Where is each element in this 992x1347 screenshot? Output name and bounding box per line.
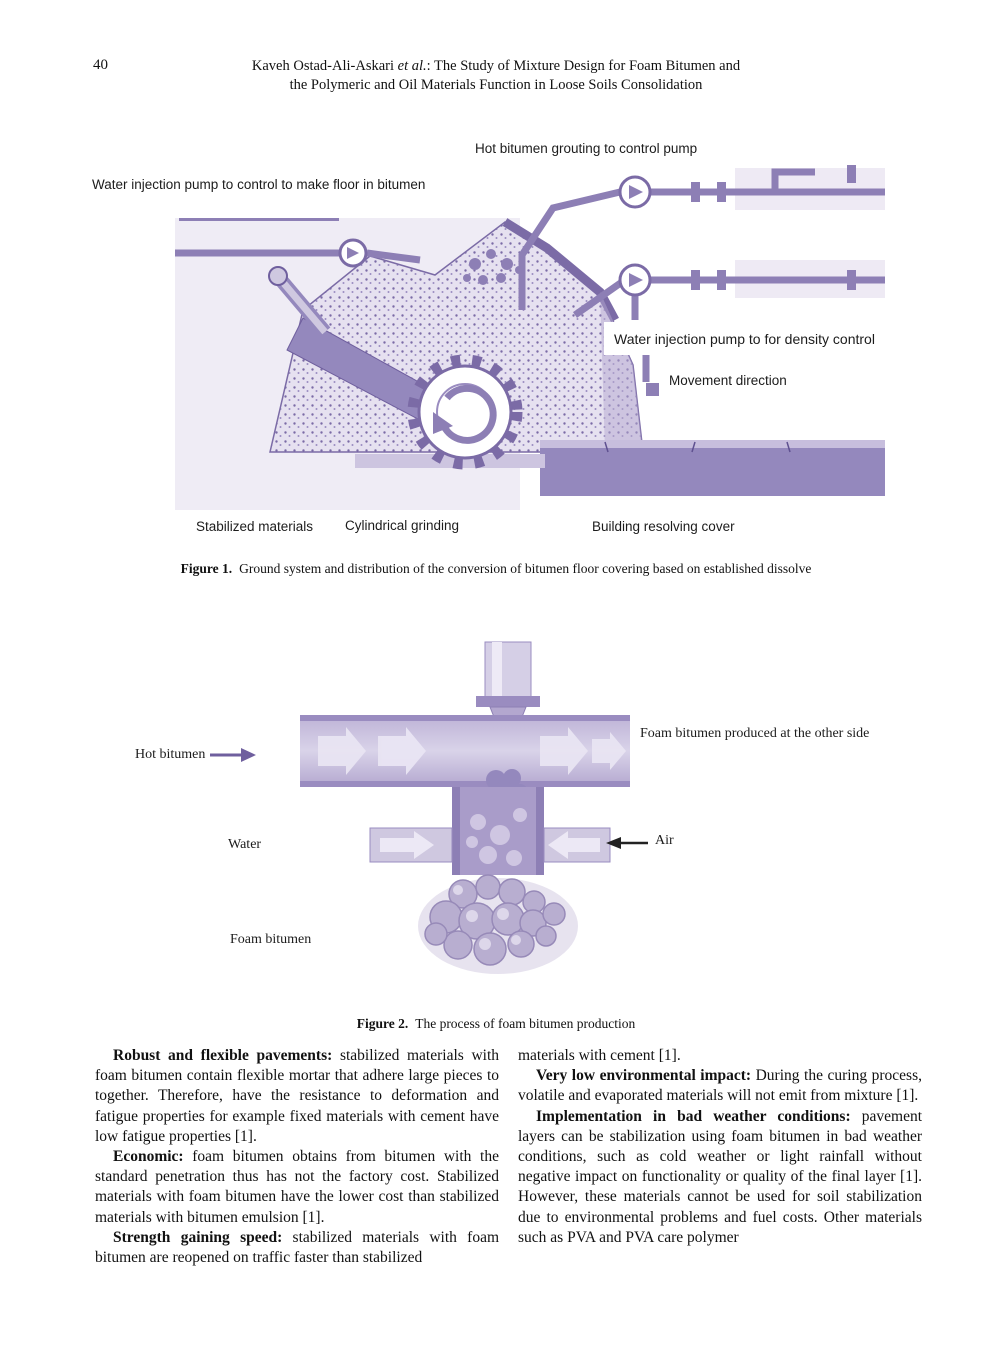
water-pipe: [370, 828, 452, 862]
air-arrow-icon: [606, 836, 648, 850]
paragraph-strength-speed: [95, 1228, 499, 1268]
paragraph-text: materials with cement [1].: [518, 1047, 681, 1064]
running-head: [20, 57, 972, 95]
figure2-caption-text: The process of foam bitumen production: [415, 1016, 636, 1031]
figure2-label-water: Water: [228, 837, 262, 852]
paragraph-text: pavement layers can be stabilization using foam bitumen in bad weather conditions, such as cold weather or light rainfall without negative impact on functionality or quality of the final layer [1]. However, these materials cannot be used for soil stabilization due to environmental problems and fuel costs. Other materials such as PVA and PVA care polymer: [518, 1107, 922, 1246]
paragraph-lead: Very low environmental impact:: [536, 1067, 752, 1085]
figure2-caption-label: Figure 2.: [356, 1016, 409, 1031]
figure1-label-water-injection-floor: Water injection pump to control to make floor in bitumen: [92, 177, 426, 192]
paragraph-continuation: [518, 1046, 922, 1066]
figure1-caption: [0, 561, 992, 577]
figure1-caption-text: Ground system and distribution of the conversion of bitumen floor covering based on established dissolve: [239, 561, 812, 576]
pump-left: [340, 240, 366, 266]
figure2-label-air: Air: [655, 833, 674, 848]
paragraph-text: foam bitumen obtains from bitumen with the standard penetration thus has not the factory cost. Stabilized materials with foam bitumen have the lower cost than stabilized materials with bitumen emulsion [1].: [95, 1148, 499, 1226]
figure2-illustration: [300, 630, 710, 975]
right-column: [518, 1046, 922, 1268]
figure1-label-water-injection-density: Water injection pump to for density control: [604, 322, 876, 355]
paragraph-lead: Robust and flexible pavements:: [113, 1047, 333, 1064]
movement-direction-marker: [646, 383, 659, 396]
paragraph-bad-weather: [518, 1107, 922, 1248]
figure1-caption-label: Figure 1.: [180, 561, 233, 576]
paragraph-robust-pavements: [95, 1046, 499, 1147]
author-name: Kaveh Ostad-Ali-Askari: [251, 58, 398, 74]
running-head-line2: the Polymeric and Oil Materials Function in Loose Soils Consolidation: [289, 77, 703, 93]
hot-bitumen-arrow-icon: [210, 748, 256, 762]
paragraph-text: stabilized materials with foam bitumen are reopened on traffic faster than stabilized: [95, 1228, 500, 1267]
paragraph-lead: Economic:: [113, 1148, 184, 1166]
figure1-label-building-resolving-cover: Building resolving cover: [592, 519, 735, 534]
resolving-cover-slab: [540, 448, 885, 496]
figure2-label-foam-bitumen: Foam bitumen: [230, 932, 312, 947]
figure1-label-stabilized-materials: Stabilized materials: [196, 519, 314, 534]
figure2-caption: [0, 1016, 992, 1032]
air-pipe: [544, 828, 610, 862]
title-rest: : The Study of Mixture Design for Foam Bitumen and: [426, 58, 741, 74]
ground-line: [179, 218, 339, 221]
figure1-label-movement-direction: Movement direction: [669, 373, 787, 388]
left-column: [95, 1046, 499, 1268]
pump-middle: [620, 265, 650, 295]
etal-text: et al.: [397, 58, 427, 74]
pump-top: [620, 177, 650, 207]
figure2-label-hot-bitumen: Hot bitumen: [135, 747, 206, 762]
paragraph-text: During the curing process, volatile and evaporated materials will not emit from mixture [1].: [518, 1067, 922, 1105]
figure1-label-hot-bitumen-pump: Hot bitumen grouting to control pump: [475, 141, 698, 156]
paragraph-environmental-impact: [518, 1066, 922, 1106]
page-number: 40: [93, 57, 108, 73]
running-head-line1: [20, 57, 972, 76]
paragraph-lead: Strength gaining speed:: [113, 1228, 283, 1246]
figure1-label-cylindrical-grinding: Cylindrical grinding: [345, 518, 460, 533]
paragraph-economic: [95, 1147, 499, 1228]
figure2-label-foam-produced: Foam bitumen produced at the other side: [640, 726, 870, 741]
body-text: [95, 1046, 922, 1268]
paragraph-text: stabilized materials with foam bitumen contain flexible mortar that adhere large pieces to together. Therefore, have the resistance to deformation and fatigue properties for example fixed materials with cement have low fatigue properties [1].: [95, 1047, 499, 1145]
paragraph-lead: Implementation in bad weather conditions:: [536, 1107, 851, 1125]
